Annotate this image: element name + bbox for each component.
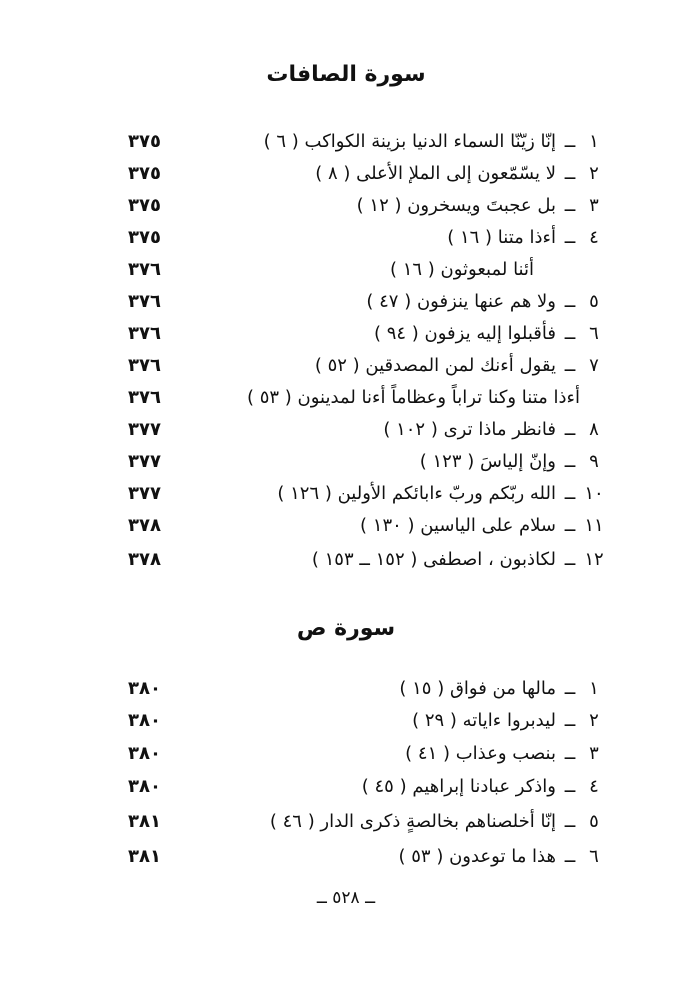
page-reference: ٣٨٠ [128,776,161,797]
verse-text: بل عجبتَ ويسخرون ( ١٢ ) [356,195,556,216]
row-number: ١٢ [584,549,604,570]
page-reference: ٣٧٥ [128,195,161,216]
row-number: ١٠ [584,483,604,504]
index-row [0,255,692,285]
index-row [0,223,692,253]
page-reference: ٣٧٦ [128,323,161,344]
page-reference: ٣٧٥ [128,163,161,184]
verse-text: وإنّ إلياسَ ( ١٢٣ ) [419,451,556,472]
index-row [0,191,692,221]
page-reference: ٣٨٠ [128,710,161,731]
index-row [0,739,692,769]
verse-text: واذكر عبادنا إبراهيم ( ٤٥ ) [361,776,556,797]
page-reference: ٣٧٥ [128,131,161,152]
row-dash: ــ [564,291,576,312]
page-reference: ٣٧٧ [128,483,161,504]
verse-text: أءذا متنا ( ١٦ ) [447,227,556,248]
row-dash: ــ [564,227,576,248]
index-row [0,479,692,509]
row-dash: ــ [564,419,576,440]
row-number: ١١ [584,515,604,536]
row-dash: ــ [564,163,576,184]
page-reference: ٣٧٧ [128,451,161,472]
index-row [0,127,692,157]
row-number: ١ [589,678,599,699]
row-number: ٣ [589,195,599,216]
verse-text: بنصب وعذاب ( ٤١ ) [405,743,556,764]
index-row [0,287,692,317]
row-dash: ــ [564,131,576,152]
page-reference: ٣٧٧ [128,419,161,440]
verse-text: يقول أءنك لمن المصدقين ( ٥٢ ) [314,355,556,376]
row-dash: ــ [564,355,576,376]
page-reference: ٣٧٥ [128,227,161,248]
row-dash: ــ [564,483,576,504]
verse-text: لكاذبون ، اصطفى ( ١٥٢ ــ ١٥٣ ) [311,549,556,570]
row-number: ٥ [589,291,599,312]
row-number: ٤ [589,776,599,797]
row-dash: ــ [564,549,576,570]
index-row [0,807,692,837]
page-reference: ٣٧٦ [128,387,161,408]
index-row [0,706,692,736]
row-number: ٣ [589,743,599,764]
row-number: ٧ [589,355,599,376]
row-dash: ــ [564,811,576,832]
verse-text: هذا ما توعدون ( ٥٣ ) [398,846,556,867]
index-row [0,351,692,381]
row-dash: ــ [564,195,576,216]
index-row [0,511,692,541]
verse-text: مالها من فواق ( ١٥ ) [399,678,556,699]
row-number: ٢ [589,710,599,731]
page-reference: ٣٧٦ [128,259,161,280]
verse-text: لا يسّمّعون إلى الملإ الأعلى ( ٨ ) [315,163,556,184]
row-number: ٨ [589,419,599,440]
row-number: ٩ [589,451,599,472]
page-reference: ٣٨٠ [128,678,161,699]
verse-text: سلام على الياسين ( ١٣٠ ) [360,515,556,536]
row-dash: ــ [564,678,576,699]
index-row [0,447,692,477]
page-reference: ٣٨١ [128,846,161,867]
verse-text: ليدبروا ءاياته ( ٢٩ ) [412,710,556,731]
index-row [0,545,692,575]
row-dash: ــ [564,776,576,797]
row-number: ٤ [589,227,599,248]
row-number: ٥ [589,811,599,832]
row-dash: ــ [564,846,576,867]
verse-text: أءذا متنا وكنا تراباً وعظاماً أءنا لمدينون ( ٥٣ ) [246,387,580,408]
verse-text: أئنا لمبعوثون ( ١٦ ) [389,259,534,280]
index-row [0,772,692,802]
verse-text: إنّا زيّنّا السماء الدنيا بزينة الكواكب ( ٦ ) [263,131,556,152]
page-reference: ٣٧٦ [128,291,161,312]
page-reference: ٣٨٠ [128,743,161,764]
index-row [0,159,692,189]
verse-text: ولا هم عنها ينزفون ( ٤٧ ) [366,291,556,312]
row-dash: ــ [564,710,576,731]
row-dash: ــ [564,451,576,472]
row-number: ٢ [589,163,599,184]
index-row [0,319,692,349]
row-dash: ــ [564,515,576,536]
page-reference: ٣٨١ [128,811,161,832]
verse-text: إنّا أخلصناهم بخالصةٍ ذكرى الدار ( ٤٦ ) [269,811,556,832]
verse-text: فأقبلوا إليه يزفون ( ٩٤ ) [373,323,556,344]
row-dash: ــ [564,323,576,344]
verse-text: الله ربّكم وربّ ءابائكم الأولين ( ١٢٦ ) [277,483,556,504]
verse-text: فانظر ماذا ترى ( ١٠٢ ) [383,419,556,440]
page-reference: ٣٧٦ [128,355,161,376]
index-row [0,383,692,413]
row-number: ٦ [589,323,599,344]
index-row [0,415,692,445]
page-reference: ٣٧٨ [128,515,161,536]
row-number: ٦ [589,846,599,867]
row-dash: ــ [564,743,576,764]
row-number: ١ [589,131,599,152]
page-number-footer: ــ ٥٢٨ ــ [316,888,376,908]
page-reference: ٣٧٨ [128,549,161,570]
section-title: سورة ص [296,616,396,641]
section-title: سورة الصافات [266,62,426,87]
index-row [0,842,692,872]
index-row [0,674,692,704]
